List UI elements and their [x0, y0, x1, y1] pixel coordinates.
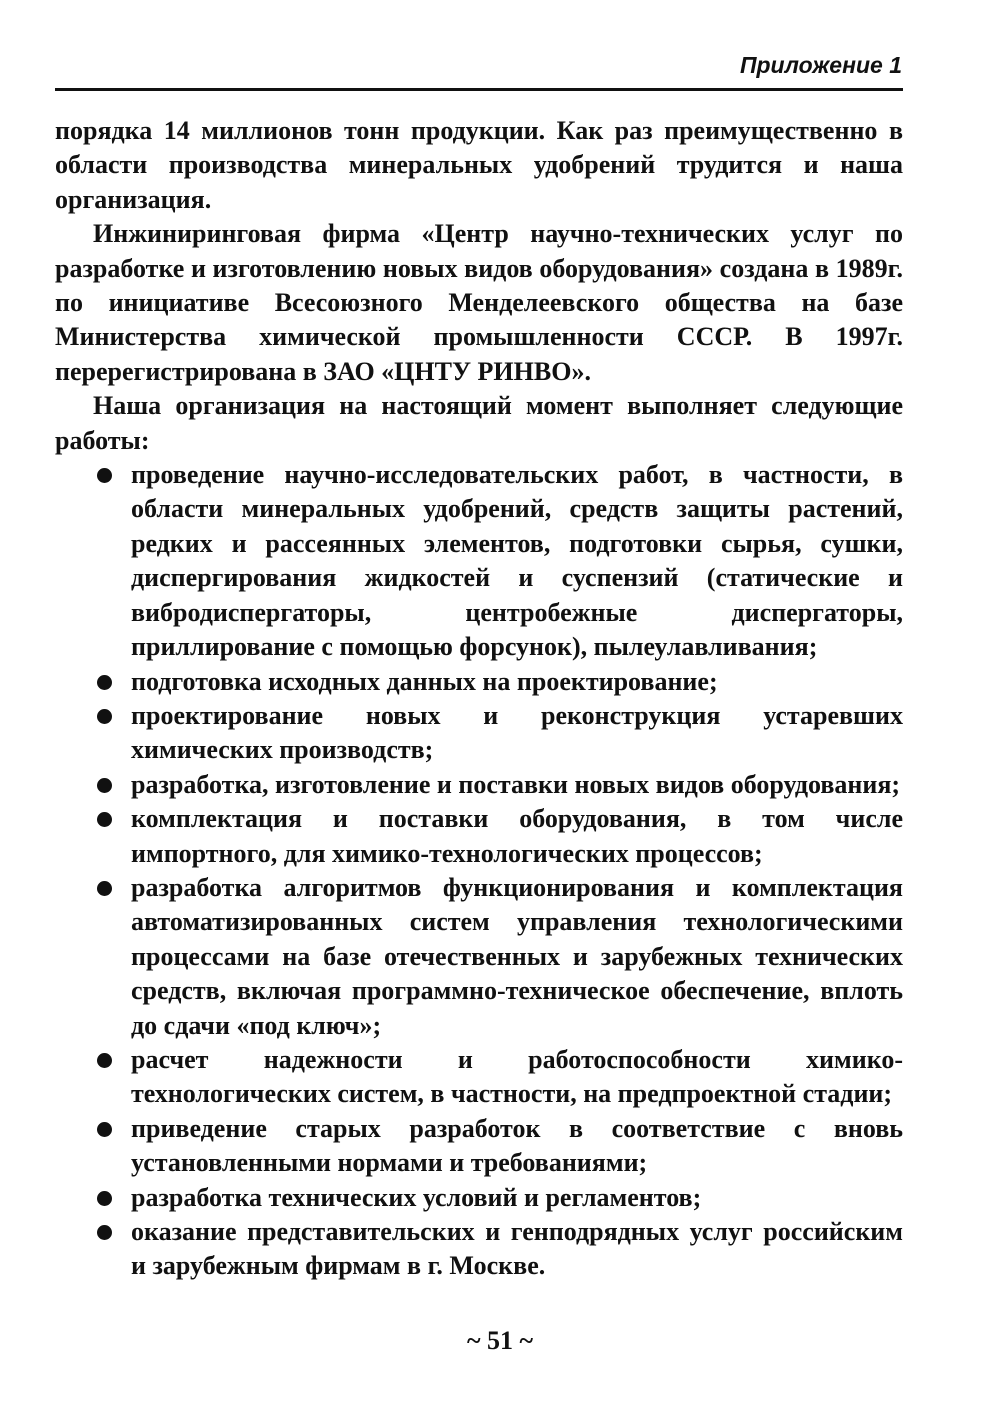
bullet-icon	[97, 1225, 112, 1240]
list-item	[55, 802, 903, 871]
list-item	[55, 458, 903, 664]
paragraph-works-intro: Наша организация на настоящий момент выполняет следующие работы:	[55, 391, 903, 455]
paragraph-continuation: порядка 14 миллионов тонн продукции. Как раз преимущественно в области производства минеральных удобрений трудится и наша организация.	[55, 116, 903, 214]
bullet-icon	[97, 709, 112, 724]
header-rule	[55, 88, 903, 91]
bullet-icon	[97, 1191, 112, 1206]
bullet-icon	[97, 778, 112, 793]
bullet-icon	[97, 1122, 112, 1137]
bullet-icon	[97, 1053, 112, 1068]
list-item	[55, 699, 903, 768]
list-item-text: комплектация и поставки оборудования, в том числе импортного, для химико-технологических процессов;	[131, 804, 903, 868]
works-list	[55, 458, 903, 1284]
list-item-text: приведение старых разработок в соответствие с вновь установленными нормами и требованиями;	[131, 1113, 903, 1178]
list-item-text: проведение научно-исследовательских работ, в частности, в области минеральных удобрений, средств защиты растений, редких и рассеянных элементов, подготовки сырья, сушки, диспергирования жидкостей и суспензий (статические и вибродиспергаторы, центробежные диспергаторы, приллирование с помощью форсунок), пылеулавливания;	[131, 460, 903, 662]
list-item-text: проектирование новых и реконструкция устаревших химических производств;	[131, 700, 903, 765]
page-number: ~ 51 ~	[466, 1326, 534, 1355]
list-item	[55, 1181, 903, 1215]
list-item	[55, 665, 903, 699]
list-item	[55, 1215, 903, 1284]
list-item	[55, 1112, 903, 1181]
list-item-text: оказание представительских и генподрядных услуг российским и зарубежным фирмам в г. Москве.	[131, 1217, 903, 1281]
list-item	[55, 1043, 903, 1112]
bullet-icon	[97, 675, 112, 690]
bullet-icon	[97, 812, 112, 827]
list-item	[55, 768, 903, 802]
running-head: Приложение 1	[739, 52, 902, 78]
bullet-icon	[97, 881, 112, 896]
bullet-icon	[97, 468, 112, 483]
list-item-text: разработка, изготовление и поставки новых видов оборудования;	[131, 769, 901, 799]
list-item-text: подготовка исходных данных на проектирование;	[131, 666, 718, 696]
paragraph-company-history: Инжиниринговая фирма «Центр научно-технических услуг по разработке и изготовлению новых видов оборудования» создана в 1989г. по инициативе Всесоюзного Менделеевского общества на базе Министерства химической промышленности СССР. В 1997г. перерегистрирована в ЗАО «ЦНТУ РИНВО».	[55, 219, 903, 386]
list-item-text: разработка технических условий и регламентов;	[131, 1182, 702, 1212]
list-item	[55, 871, 903, 1043]
list-item-text: расчет надежности и работоспособности химико-технологических систем, в частности, на предпроектной стадии;	[131, 1044, 903, 1109]
list-item-text: разработка алгоритмов функционирования и комплектация автоматизированных систем управления технологическими процессами на базе отечественных и зарубежных технических средств, включая программно-техническое обеспечение, вплоть до сдачи «под ключ»;	[131, 872, 903, 1040]
body-text	[55, 114, 903, 1284]
